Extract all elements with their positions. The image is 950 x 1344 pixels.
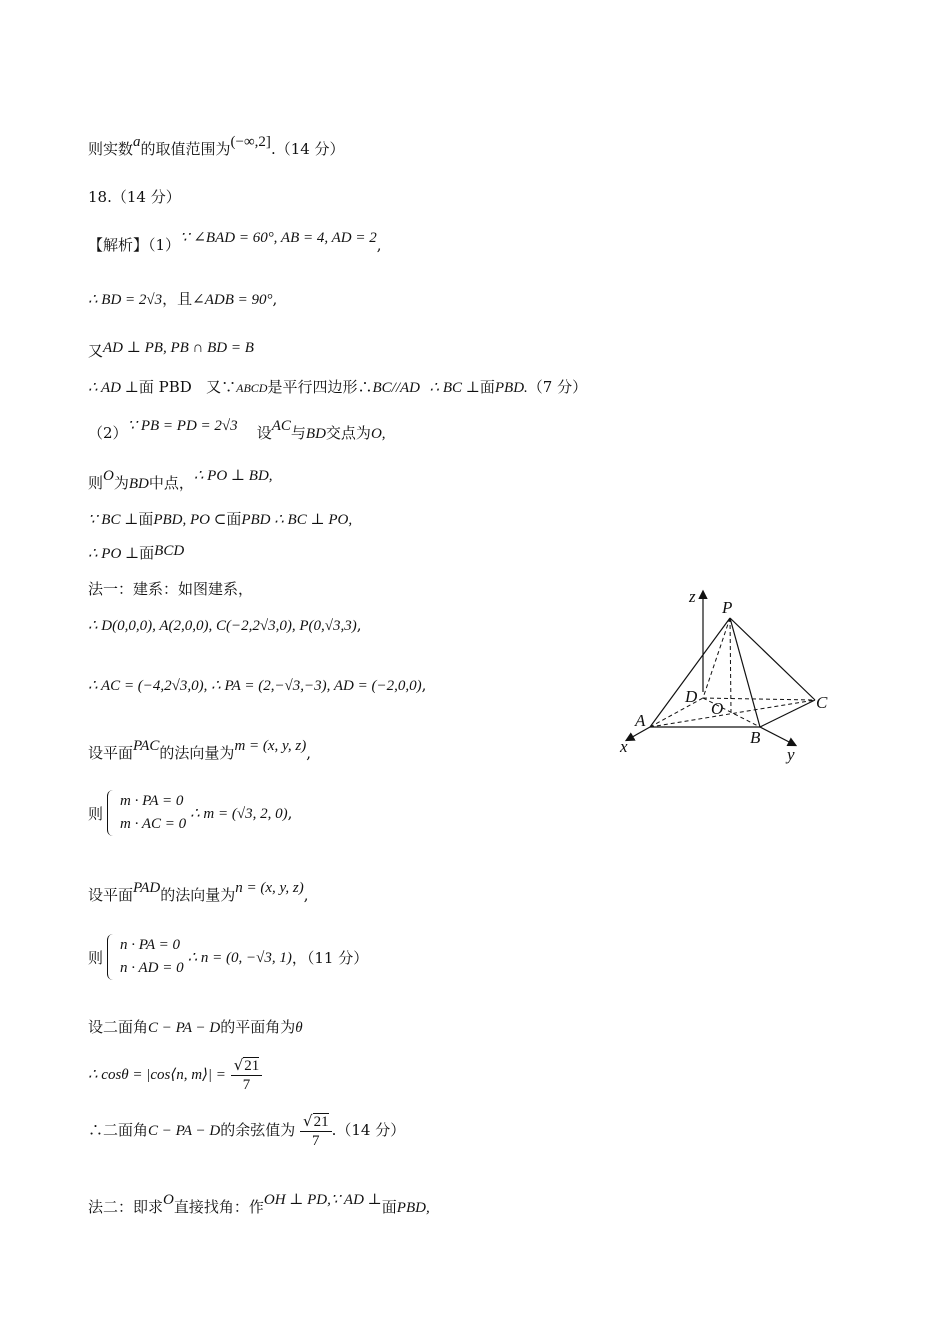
line-midpoint — [88, 468, 273, 495]
line-coords — [88, 614, 362, 637]
math: AD ⊥ PB, PB ∩ BD = B — [103, 340, 254, 356]
math: ∵ PB = PD = 2√3 — [127, 418, 238, 434]
line-analysis-1 — [88, 230, 382, 257]
math: ∠ADB = 90° — [192, 292, 273, 308]
text: 的余弦值为 — [220, 1121, 296, 1139]
text: 18.（14 分） — [88, 188, 181, 206]
math: θ — [295, 1020, 303, 1036]
math: O — [103, 468, 114, 484]
label-a: A — [635, 711, 646, 730]
text: 则 — [88, 804, 104, 823]
edge-pc — [730, 618, 815, 700]
math: m = (x, y, z) — [234, 738, 307, 754]
line-vectors — [88, 674, 426, 697]
math: ABCD — [236, 381, 268, 395]
score: .（14 分） — [331, 1121, 406, 1139]
numerator: 21 — [244, 1058, 260, 1074]
label-y: y — [787, 745, 795, 764]
math: ∴ BD = 2√3 — [88, 292, 163, 308]
denominator: 7 — [312, 1133, 320, 1149]
edge-bc — [760, 700, 815, 727]
brace — [107, 934, 116, 980]
label-o: O — [711, 699, 724, 718]
system-rows — [120, 937, 184, 977]
math: PAD — [133, 880, 161, 896]
text: 面 — [381, 1198, 397, 1216]
system-rows — [120, 793, 186, 833]
text: 又∵ — [206, 378, 237, 396]
text: 的法向量为 — [160, 886, 236, 904]
text: 设二面角 — [88, 1018, 149, 1036]
edge-pd — [703, 618, 730, 698]
line-bc-po — [88, 508, 352, 531]
math: BD — [305, 426, 326, 442]
math: ∴ AD ⊥ — [88, 380, 139, 396]
label-p: P — [722, 598, 733, 617]
text: , — [303, 886, 309, 904]
text: 面 — [226, 510, 242, 528]
math: ∴ cosθ = |cos⟨n, m⟩| = — [88, 1067, 226, 1083]
math: BC//AD — [372, 380, 420, 396]
part-label: （2） — [88, 424, 128, 442]
line-bd — [88, 288, 277, 311]
text: 直接找角：作 — [173, 1198, 264, 1216]
math: PAC — [133, 738, 160, 754]
label-c: C — [816, 693, 828, 712]
line-dihedral — [88, 1016, 303, 1039]
line-po-bcd — [88, 542, 184, 565]
line-part-2 — [88, 418, 386, 445]
math: C − PA − D — [148, 1020, 221, 1036]
brace — [107, 790, 116, 836]
math: PBD ∴ BC ⊥ PO, — [241, 512, 353, 528]
text: 法一：建系：如图建系， — [88, 580, 254, 598]
numerator: 21 — [313, 1114, 329, 1130]
math: ∴ AC = (−4,2√3,0), ∴ PA = (2,−√3,−3), AD = (−2,0,0) — [88, 678, 422, 694]
text: 交点为 — [325, 424, 371, 442]
equation: n · PA = 0 — [120, 937, 181, 953]
math: ∴ D(0,0,0), A(2,0,0), C(−2,2√3,0), P(0,√3,3) — [88, 618, 357, 634]
text: ，且 — [162, 290, 193, 308]
text: 面 PBD — [138, 378, 192, 396]
line-normal-pac — [88, 738, 311, 765]
score: .（14 分） — [270, 140, 345, 158]
line-cos — [88, 1056, 262, 1094]
text: 设 — [256, 424, 272, 442]
score: （7 分） — [527, 378, 588, 396]
math: O, — [370, 426, 386, 442]
text: 面 — [479, 378, 495, 396]
edge-pb — [730, 618, 760, 727]
text: , — [421, 676, 427, 694]
system-m — [88, 790, 292, 836]
line-perp — [88, 340, 254, 363]
text: 面 — [139, 544, 155, 562]
question-18-title — [88, 186, 181, 208]
text: , — [356, 616, 362, 634]
text: 与 — [290, 424, 306, 442]
text: 则 — [88, 474, 104, 492]
line-method-2 — [88, 1192, 430, 1219]
height-po — [730, 618, 731, 712]
line-answer — [88, 1112, 405, 1150]
text: , — [376, 236, 382, 254]
result: ∴ m = (√3, 2, 0) — [190, 805, 288, 822]
label-d: D — [685, 687, 698, 706]
text: 为 — [113, 474, 129, 492]
equation: m · PA = 0 — [120, 793, 184, 809]
text: 中点， — [148, 474, 194, 492]
score: ，（11 分） — [291, 948, 369, 967]
range-math: (−∞,2] — [230, 134, 271, 150]
text: 法二：即求 — [88, 1198, 164, 1216]
text: 又 — [88, 342, 104, 360]
line-normal-pad — [88, 880, 309, 907]
analysis-label: 【解析】（1） — [88, 236, 181, 254]
text: ∴二面角 — [88, 1121, 149, 1139]
equation: m · AC = 0 — [120, 816, 187, 832]
pyramid-figure — [605, 580, 845, 765]
text: 则实数 — [88, 140, 134, 158]
fraction: $\frac{√21}{7}$ — [300, 1112, 332, 1150]
result: ∴ n = (0, −√3, 1) — [187, 949, 292, 966]
text: 设平面 — [88, 744, 134, 762]
denominator: 7 — [242, 1077, 251, 1093]
math: ∴ BC ⊥ — [429, 380, 480, 396]
math: ∴ PO ⊥ BD, — [193, 468, 273, 484]
text: , — [272, 290, 278, 308]
math: O — [163, 1192, 174, 1208]
label-x: x — [620, 737, 628, 756]
y-axis — [760, 727, 795, 745]
var-a: a — [133, 134, 141, 150]
text: 面 — [138, 510, 154, 528]
math: PBD, — [396, 1200, 430, 1216]
math: PBD, PO ⊂ — [153, 512, 227, 528]
text: 是平行四边形∴ — [267, 378, 373, 396]
text: 设平面 — [88, 886, 134, 904]
math: OH ⊥ PD,∵ AD ⊥ — [263, 1192, 382, 1208]
math: ∵ ∠BAD = 60°, AB = 4, AD = 2 — [180, 230, 377, 246]
text: , — [306, 744, 311, 762]
equation: n · AD = 0 — [120, 960, 184, 976]
math: ∵ BC ⊥ — [88, 512, 139, 528]
text: 的法向量为 — [159, 744, 235, 762]
text: , — [287, 804, 293, 822]
math: PBD. — [494, 380, 528, 396]
line-range — [88, 134, 345, 161]
math: n = (x, y, z) — [235, 880, 304, 896]
math: C − PA − D — [148, 1123, 221, 1139]
math: BCD — [154, 543, 185, 559]
fraction: $\frac{√21}{7}$ — [231, 1056, 263, 1094]
math: ∴ PO ⊥ — [88, 546, 140, 562]
line-7-points — [88, 376, 587, 399]
math: BD — [128, 476, 149, 492]
math: AC — [271, 418, 291, 434]
label-b: B — [750, 728, 761, 747]
text: 的平面角为 — [220, 1018, 296, 1036]
text: 的取值范围为 — [140, 140, 231, 158]
text: 则 — [88, 948, 104, 967]
system-n — [88, 934, 368, 980]
label-z: z — [689, 587, 696, 606]
line-method-1 — [88, 578, 253, 600]
